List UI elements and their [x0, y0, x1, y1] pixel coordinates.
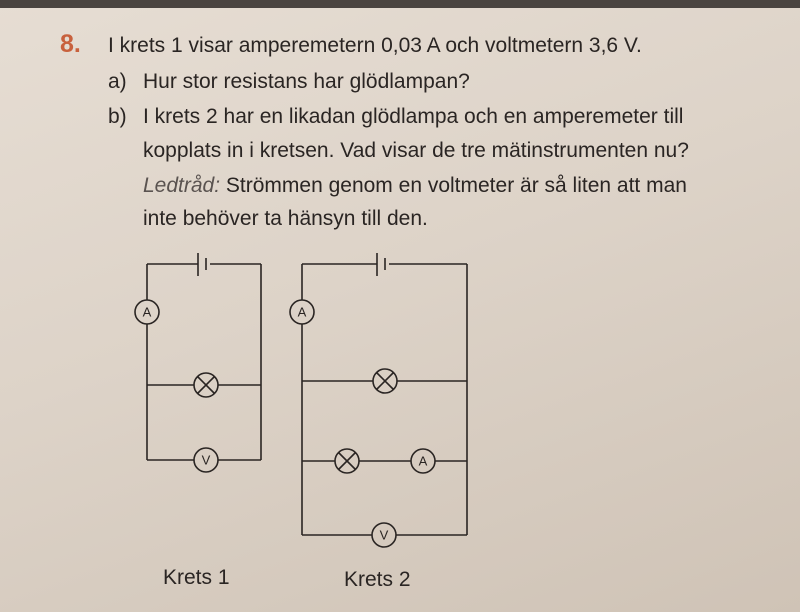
hint-text: Strömmen genom en voltmeter är så liten att man	[220, 174, 687, 197]
circuit2-voltmeter-label: V	[379, 527, 389, 543]
part-b-label: b)	[108, 105, 127, 128]
circuit1-ammeter-label: A	[142, 304, 152, 320]
circuit2-caption: Krets 2	[344, 568, 411, 591]
circuit2-ammeter-label: A	[297, 304, 307, 320]
part-b-line2: kopplats in i kretsen. Vad visar de tre mätinstrumenten nu?	[143, 139, 689, 162]
part-b-text-1: I krets 2 har en likadan glödlampa och en amperemeter till	[143, 105, 684, 128]
circuit-2	[290, 253, 467, 547]
circuit-1	[135, 253, 261, 472]
part-a-label: a)	[108, 70, 127, 93]
circuit1-caption: Krets 1	[163, 566, 230, 589]
hint-label: Ledtråd:	[143, 174, 221, 197]
part-a-text: Hur stor resistans har glödlampan?	[143, 70, 470, 93]
part-b-line4: inte behöver ta hänsyn till den.	[143, 207, 428, 230]
problem-number: 8.	[60, 30, 81, 58]
circuit1-voltmeter-label: V	[201, 452, 211, 468]
circuit2-ammeter2-label: A	[418, 453, 428, 469]
problem-intro: I krets 1 visar amperemetern 0,03 A och voltmetern 3,6 V.	[108, 34, 642, 57]
